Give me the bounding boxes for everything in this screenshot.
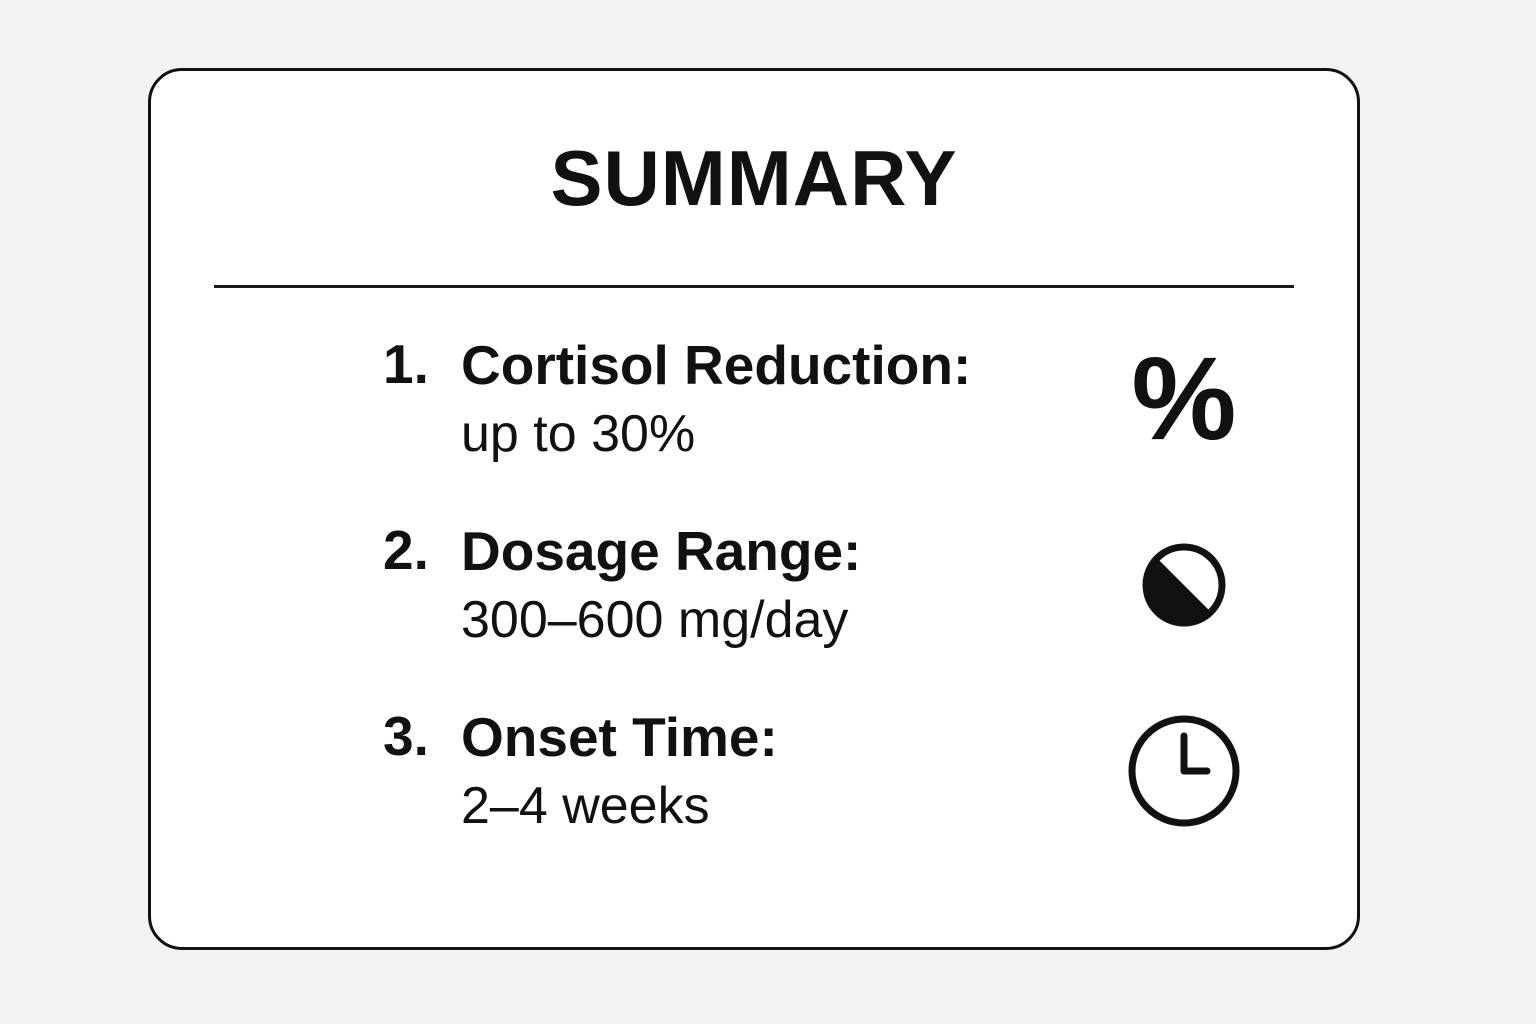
summary-items-list xyxy=(151,288,1357,856)
item-number: 2. xyxy=(383,519,429,581)
percent-glyph: % xyxy=(1131,333,1237,465)
item-number: 1. xyxy=(383,333,429,395)
clock-icon xyxy=(1119,706,1249,836)
list-item xyxy=(151,334,1357,484)
list-item xyxy=(151,520,1357,670)
item-value: 300–600 mg/day xyxy=(461,591,849,650)
list-item xyxy=(151,706,1357,856)
item-label: Onset Time: xyxy=(461,706,778,768)
page-title: SUMMARY xyxy=(550,134,958,222)
item-number: 3. xyxy=(383,705,429,767)
pill-capsule-icon xyxy=(1119,520,1249,650)
percent-icon xyxy=(1119,334,1249,464)
item-value: 2–4 weeks xyxy=(461,777,710,836)
summary-card xyxy=(148,68,1360,950)
item-label: Cortisol Reduction: xyxy=(461,334,972,396)
item-label: Dosage Range: xyxy=(461,520,862,582)
item-value: up to 30% xyxy=(461,405,696,464)
